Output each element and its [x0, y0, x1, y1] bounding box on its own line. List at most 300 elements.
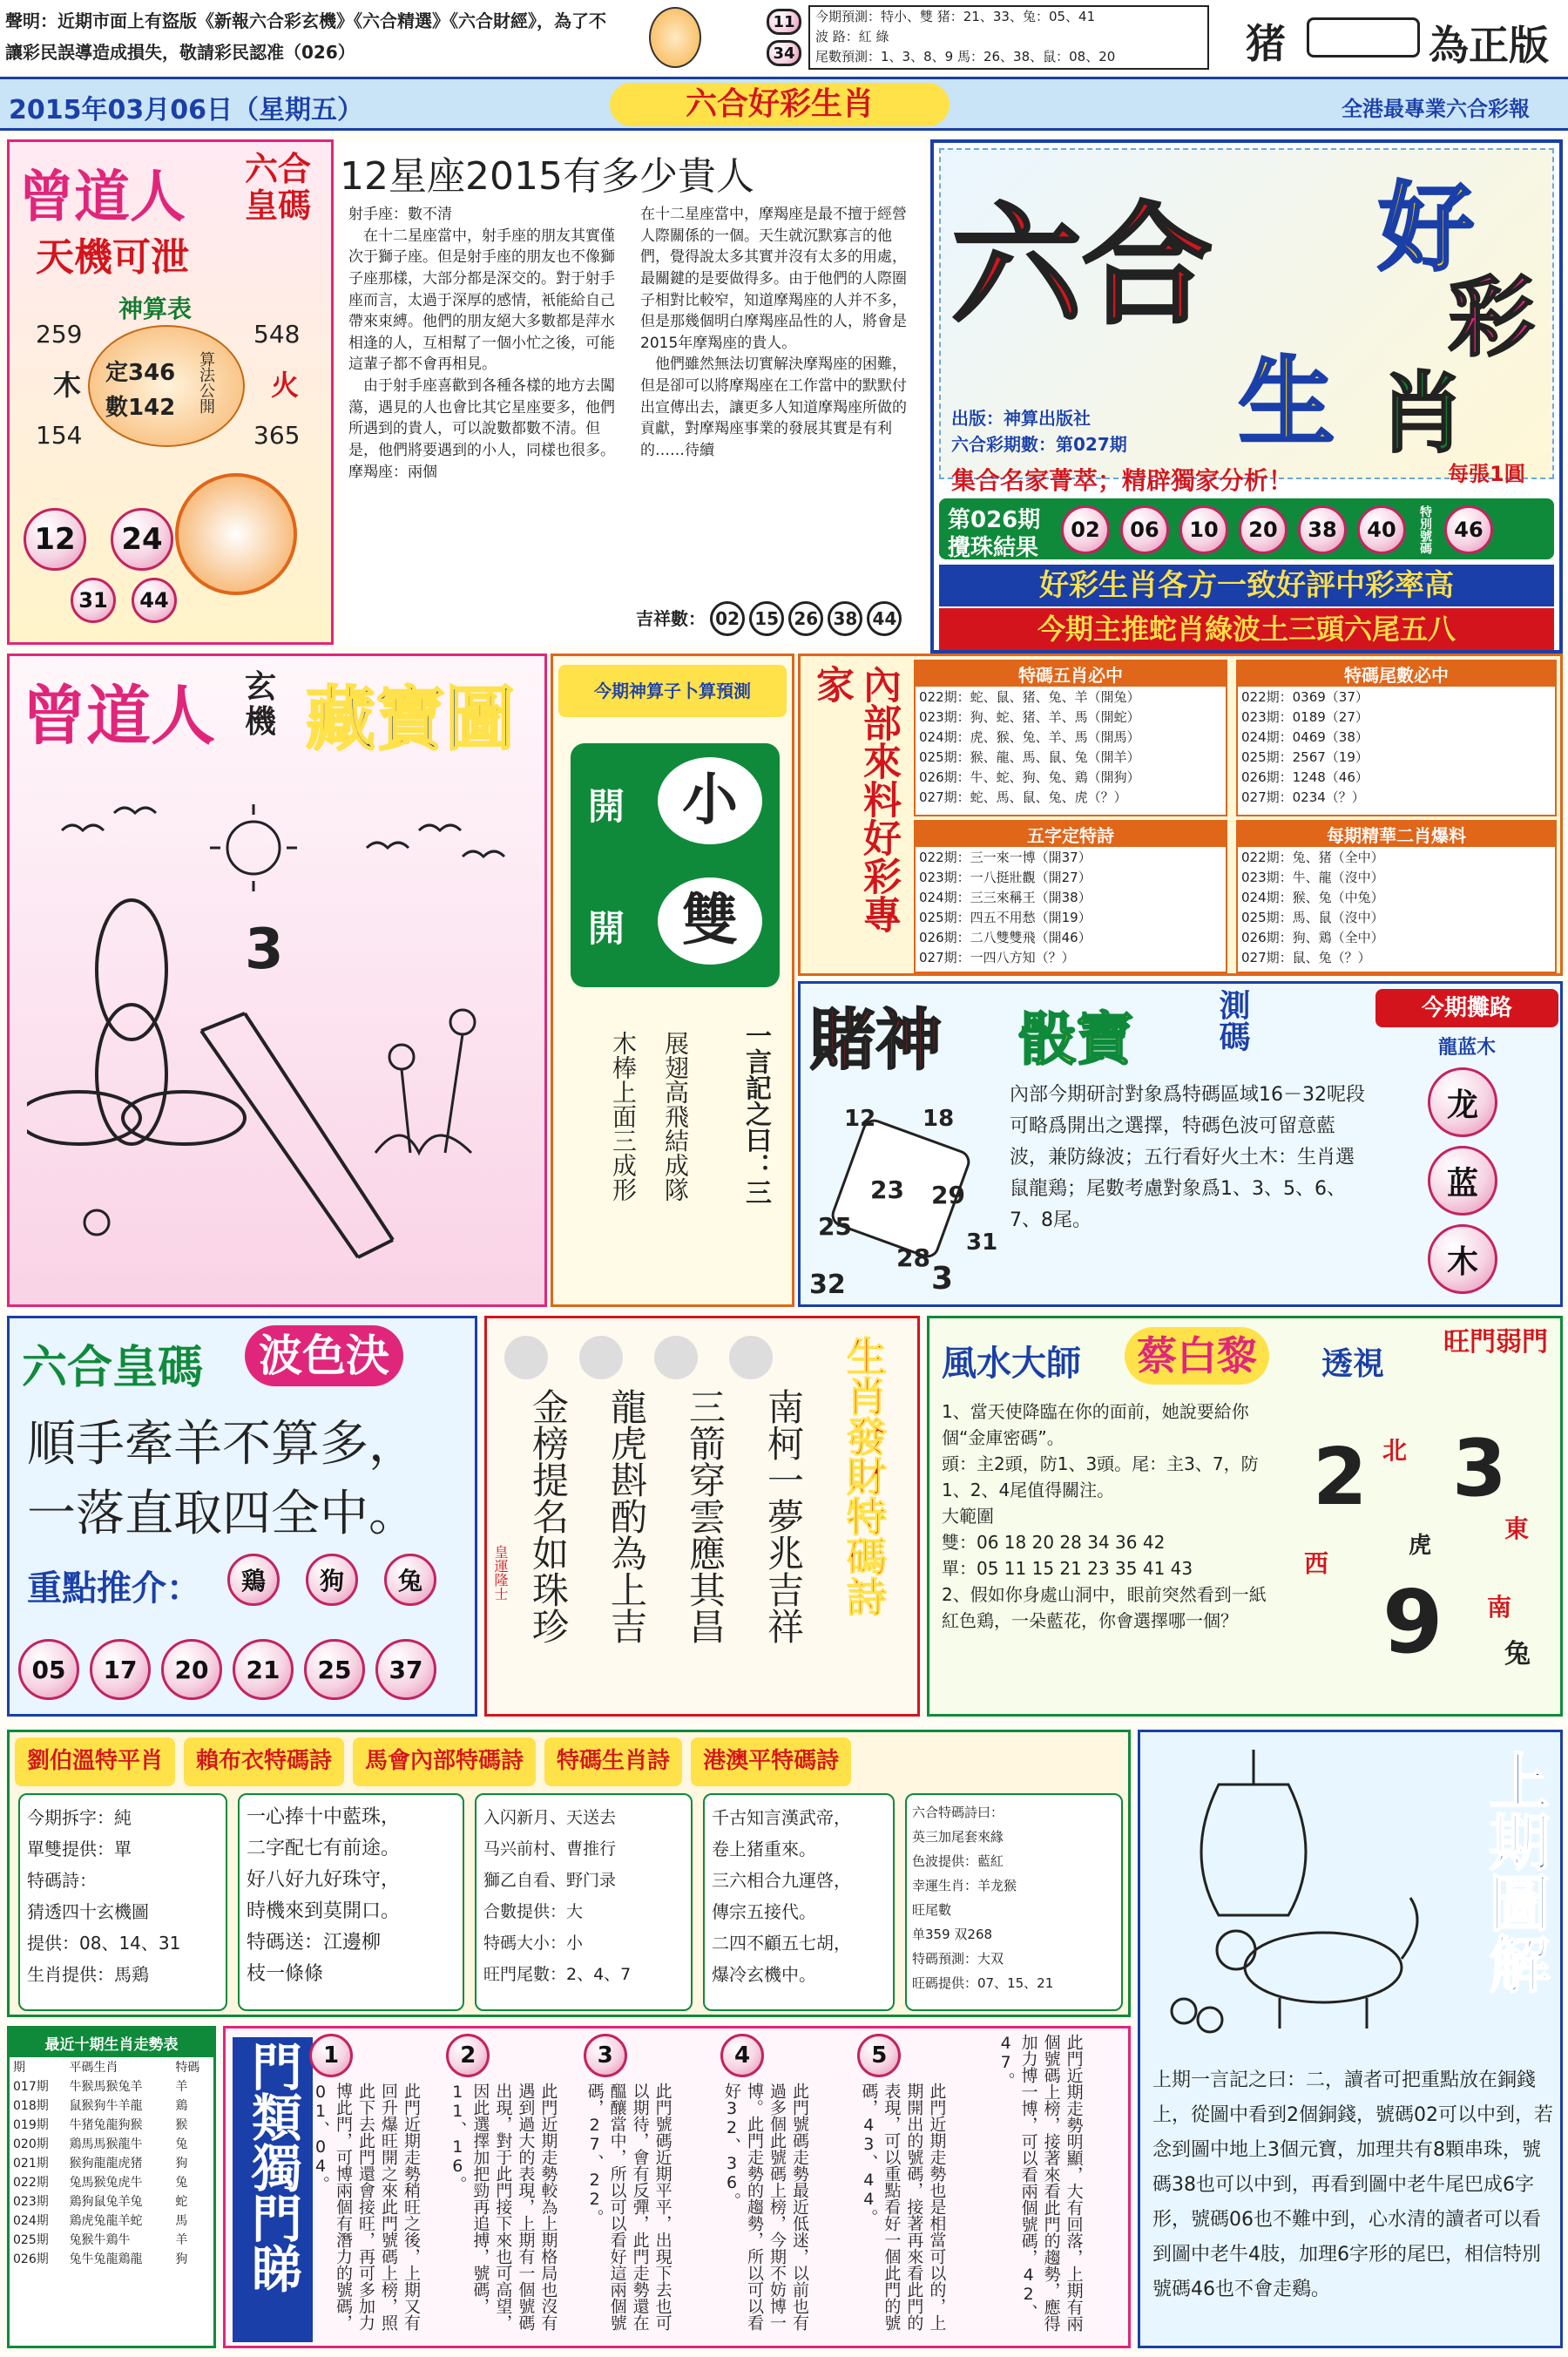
dice-text: 內部今期研討對象爲特碼區域16－32呢段可略爲開出之選擇，特碼色波可留意藍波，兼防綠波；五行看好火土木：生肖選鼠龍鶏；尾數考慮對象爲1、3、5、6、7、8尾。	[1010, 1084, 1365, 1231]
dice-title1: 賭神	[809, 1001, 942, 1079]
table4-row: 026期：狗、鶏（全中）	[1241, 930, 1384, 945]
result-ball: 02	[1061, 505, 1110, 554]
trend-head	[10, 2057, 213, 2076]
stick-figure-icon	[27, 900, 393, 1257]
center-b: 數142	[105, 395, 176, 421]
period: 017期	[13, 2080, 49, 2094]
tiandao-brand: 曾道人	[18, 166, 186, 230]
compass-dir: 東	[1504, 1514, 1530, 1543]
treasure-panel	[7, 654, 547, 1307]
tab-poem2: 賴布衣特碼詩	[184, 1737, 344, 1786]
cover-panel	[930, 139, 1563, 654]
table1-row: 027期：蛇、馬、鼠、兔、虎（？）	[919, 789, 1127, 805]
menlei-text: 此門近期走勢明顯，大有回落，上期有兩個號碼上榜，接著來看此門的趨勢，應得加力博一博，可以看兩個號碼，42、47。	[996, 2034, 1084, 2332]
mascot-icon	[649, 7, 701, 68]
cover-big4: 生	[1239, 347, 1335, 458]
wave-title2: 波色決	[245, 1325, 403, 1386]
table4-row: 023期：牛、龍（沒中）	[1241, 870, 1384, 885]
ox-coin-drawing	[1149, 1750, 1445, 2037]
tab-poem3: 馬會內部特碼詩	[353, 1737, 536, 1786]
coin-icon	[175, 473, 297, 595]
tiandao-subtitle: 天機可泄	[36, 235, 189, 280]
table3-row: 024期：三三來稱王（開38）	[919, 890, 1092, 905]
special: 羊	[175, 2080, 188, 2094]
menlei-num: 5	[857, 2034, 901, 2077]
card1-line: 單雙提供：單	[27, 1839, 132, 1859]
card3-line: 特碼大小：小	[483, 1934, 584, 1953]
card1-line: 特碼詩：	[27, 1870, 97, 1891]
rec-label: 重點推介：	[27, 1568, 201, 1609]
period: 025期	[13, 2233, 49, 2247]
treasure-small: 玄機	[245, 669, 277, 740]
period: 022期	[13, 2176, 49, 2190]
poem-title: 一言記之曰：三	[740, 1022, 771, 1205]
zodiacs: 兔牛兔龍鶏龍	[69, 2252, 143, 2266]
trend-panel	[7, 2026, 216, 2348]
special: 羊	[175, 2233, 188, 2247]
table-row	[10, 2191, 213, 2211]
flower-icon	[84, 1010, 475, 1235]
cover-big5: 肖	[1378, 362, 1465, 464]
menlei-text: 此門近期走勢較為上期格局也沒有遇到過大的表現，上期有一個號碼出現，對于此門接下來也可高望，因此選擇加把勁再追搏，號碼，11、16。	[448, 2083, 558, 2331]
prediction-line: 波 路：紅 綠	[815, 29, 889, 44]
table-row	[10, 2153, 213, 2172]
result-ball: 20	[1239, 505, 1288, 554]
wave-panel	[7, 1316, 477, 1717]
dice-num: 12	[844, 1106, 876, 1132]
card3-line: 马兴前村、曹推行	[483, 1839, 617, 1859]
table3-row: 023期：一八挺壯觀（開27）	[919, 870, 1092, 885]
table1-row: 026期：牛、蛇、狗、兔、鶏（開狗）	[919, 769, 1140, 785]
card2-line: 一心捧十中藍珠，	[247, 1806, 401, 1828]
special: 狗	[175, 2252, 188, 2266]
card1-line: 猜透四十玄機圖	[27, 1901, 149, 1922]
table-row	[10, 2096, 213, 2115]
menlei-col	[720, 2034, 850, 2344]
table2-row: 026期：1248（46）	[1241, 769, 1369, 785]
lucky-ball: 15	[749, 601, 784, 636]
article-title: 12星座2015有多少貴人	[340, 154, 754, 199]
treasure-brand: 曾道人	[22, 679, 215, 754]
right-mid-element: 火	[271, 369, 300, 402]
rabbit-icon	[504, 1336, 548, 1379]
cover-slogan: 集合名家菁萃；精辟獨家分析！	[951, 466, 1294, 495]
card3-line: 合數提供：大	[483, 1902, 584, 1921]
poem-side: 生肖發財特碼詩	[841, 1336, 888, 1616]
prediction-line: 尾數預測：1、3、8、9 馬：26、38、鼠：08、20	[815, 49, 1116, 64]
menlei-col	[446, 2034, 576, 2344]
special: 蛇	[175, 2195, 188, 2209]
result-label-a: 第026期	[948, 507, 1041, 533]
table-row	[10, 2134, 213, 2153]
trend-head-cell: 期	[13, 2061, 25, 2075]
ball: 24	[111, 508, 173, 571]
menlei-panel	[223, 2026, 1131, 2348]
table4-row: 022期：兔、猪（全中）	[1241, 850, 1384, 865]
poem-col: 龍虎斟酌為上吉	[605, 1388, 648, 1644]
special: 鶏	[175, 2099, 188, 2113]
number-ball: 21	[233, 1639, 294, 1700]
card5-line: 旺碼提供：07、15、21	[912, 1975, 1054, 1991]
table3-header: 五字定特詩	[916, 822, 1226, 847]
card1-line: 提供：08、14、31	[27, 1933, 181, 1954]
center-c: 算法公開	[197, 351, 215, 414]
lastpic-text: 上期一言記之曰：二，讀者可把重點放在銅錢上，從圖中看到2個銅錢，號碼02可以中到，若念到圖中地上3個元寶，加理共有8顆串珠，號碼38也可以中到，再看到圖中老牛尾巴成6字形，號碼06也不難中到，心水清的讀者可以看到圖中老牛4肢，加理6字形的尾巴，相信特別號碼46也不會走鷄。	[1152, 2069, 1553, 2300]
zodiac-icons	[504, 1336, 818, 1379]
cover-publisher: 出版：神算出版社	[951, 408, 1091, 429]
coin-pile-icon	[1172, 1999, 1222, 2032]
center-a: 定346	[105, 360, 176, 386]
zodiac-ball: 兔	[384, 1554, 436, 1606]
special-label: 特別號碼	[1418, 505, 1432, 554]
tab-poem1: 劉伯溫特平肖	[15, 1737, 175, 1786]
left-mid-element: 木	[53, 369, 82, 402]
lucky-ball: 44	[867, 601, 902, 636]
shensuan-title: 神算表	[118, 295, 193, 323]
dice-title2: 骰寶	[1018, 1006, 1133, 1073]
zodiac-ball: 鶏	[227, 1554, 280, 1606]
card4-line: 三六相合九運啓，	[712, 1870, 851, 1891]
table-row	[10, 2172, 213, 2191]
fengshui-title3: 透視	[1321, 1346, 1385, 1382]
poem-sign: 皇運隆士	[492, 1545, 509, 1601]
table3-row: 022期：三一來一博（開37）	[919, 850, 1092, 865]
poem-col: 南柯一夢兆吉祥	[762, 1388, 805, 1644]
period: 026期	[13, 2252, 49, 2266]
poem-card5	[905, 1793, 1123, 2011]
dice-num: 29	[931, 1181, 965, 1209]
result-row	[939, 498, 1554, 559]
table2-header: 特碼尾數必中	[1238, 661, 1555, 687]
table1-header: 特碼五肖必中	[916, 661, 1226, 687]
poems-row	[7, 1730, 1131, 2017]
menlei-side: 門類獨門睇	[233, 2037, 313, 2342]
result-ball: 40	[1357, 505, 1406, 554]
special: 兔	[175, 2176, 188, 2190]
road-title: 今期攤路	[1375, 989, 1558, 1027]
card3-line: 獅乙自看、野门录	[483, 1871, 617, 1890]
number-ball: 20	[161, 1639, 222, 1700]
treasure-title: 藏寶圖	[306, 679, 515, 760]
dateline-bar	[0, 77, 1568, 131]
shensuan-title: 今期神算子卜算預測	[558, 665, 787, 717]
fengshui-corner: 旺門弱門	[1443, 1327, 1548, 1358]
cover-banner1: 好彩生肖各方一致好評中彩率高	[939, 565, 1554, 606]
table1-row: 023期：狗、蛇、猪、羊、馬（開蛇）	[919, 709, 1140, 725]
table2-row: 025期：2567（19）	[1241, 749, 1369, 765]
dice-num: 18	[923, 1106, 955, 1132]
compass-num: 3	[1452, 1423, 1507, 1514]
zodiacs: 鼠猴狗牛羊龍	[69, 2099, 143, 2113]
result-ball: 10	[1179, 505, 1228, 554]
trend-table	[10, 2057, 213, 2268]
card5-line: 六合特碼詩曰：	[912, 1805, 1004, 1820]
tiandao-panel	[7, 139, 334, 645]
rooster-icon	[729, 1336, 773, 1379]
result-ball: 38	[1298, 505, 1347, 554]
table4-row: 027期：鼠、兔（？）	[1241, 950, 1371, 965]
zodiacs: 鶏虎兔龍羊蛇	[69, 2214, 143, 2228]
row2-value: 雙	[658, 877, 762, 965]
zodiacs: 兔猴牛鶏牛	[69, 2233, 131, 2247]
table-row	[10, 2115, 213, 2134]
wave-numbers	[18, 1639, 471, 1700]
right-top-num: 548	[253, 320, 301, 349]
wave-line1: 順手牽羊不算多，	[27, 1416, 417, 1473]
table3-row: 026期：二八雙雙飛（開46）	[919, 930, 1092, 945]
menlei-text: 此門近期走勢也是相當可以的，上期開出的號碼，接著再來看此門的表現，可以重點看好一個此門的號碼，43、44。	[859, 2083, 947, 2331]
top-strip	[0, 0, 1568, 75]
ball: 44	[132, 578, 177, 623]
lastpic-title: 上期圖解	[1479, 1750, 1551, 1994]
card2-line: 二字配七有前途。	[247, 1838, 401, 1859]
zodiacs: 牛猴馬猴兔羊	[69, 2080, 143, 2094]
prediction-line: 今期預測：特小、雙 猪：21、33、兔：05、41	[815, 9, 1096, 24]
table-row	[10, 2076, 213, 2096]
period: 023期	[13, 2195, 49, 2209]
monkey-icon	[654, 1336, 698, 1379]
slogan-right: 全港最專業六合彩報	[1342, 97, 1530, 121]
zodiacs: 牛猪兔龍狗猴	[69, 2118, 143, 2132]
insider-side: 內部來料好彩專家	[809, 665, 901, 933]
lucky-ball: 38	[828, 601, 862, 636]
lucky-label: 吉祥數：	[636, 608, 706, 629]
road-item: 木	[1428, 1224, 1497, 1294]
menlei-cols	[309, 2034, 1125, 2344]
compass-num: 2	[1313, 1432, 1368, 1523]
table-row	[10, 2249, 213, 2268]
road-item: 龙	[1428, 1067, 1497, 1137]
table2-row: 023期：0189（27）	[1241, 709, 1369, 725]
card4-line: 卷上猪重來。	[712, 1839, 816, 1859]
compass-num: 9	[1382, 1571, 1443, 1673]
menlei-num: 1	[309, 2034, 353, 2077]
cover-big1: 六合	[951, 191, 1213, 342]
shensuan-table	[36, 290, 306, 464]
fengshui-panel	[927, 1316, 1563, 1717]
row1-label: 開	[588, 785, 625, 828]
card5-line: 特碼預測：大双	[912, 1951, 1004, 1967]
wave-title1: 六合皇碼	[22, 1342, 204, 1394]
menlei-num: 2	[446, 2034, 490, 2077]
poem-card3	[475, 1793, 693, 2011]
table-row	[10, 2211, 213, 2230]
poem-card1	[18, 1793, 227, 2011]
trend-head-cell: 平碼生肖	[69, 2061, 118, 2075]
table1-row: 025期：猴、龍、馬、鼠、兔（開羊）	[919, 749, 1140, 765]
poem-line2: 木棒上面三成形	[609, 1031, 638, 1202]
table2-row: 022期：0369（37）	[1241, 689, 1369, 705]
insider-table3	[914, 820, 1227, 973]
genuine-label: 為正版	[1429, 22, 1549, 69]
trend-title: 最近十期生肖走勢表	[10, 2029, 213, 2057]
fengshui-title1: 風水大師	[942, 1344, 1081, 1384]
ball: 31	[71, 578, 116, 623]
special: 兔	[175, 2137, 188, 2151]
card5-line: 单359 双268	[912, 1927, 993, 1942]
table3-row: 025期：四五不用愁（開19）	[919, 910, 1092, 925]
period: 024期	[13, 2214, 49, 2228]
dragon-icon	[579, 1336, 623, 1379]
prediction-box	[808, 5, 1209, 70]
table3-row: 027期：一四八方知（？）	[919, 950, 1075, 965]
article-panel	[340, 139, 923, 645]
card4-line: 二四不顧五七胡，	[712, 1933, 851, 1954]
result-ball: 06	[1120, 505, 1169, 554]
left-top-num: 259	[36, 320, 83, 349]
dice-num: 28	[896, 1243, 930, 1272]
road-sub: 龍蓝木	[1437, 1037, 1496, 1059]
card2-line: 時機來到莫開口。	[247, 1900, 401, 1922]
center-disc	[88, 325, 245, 447]
dice-num: 32	[809, 1270, 846, 1300]
compass-icon	[1295, 1414, 1548, 1684]
special: 狗	[175, 2157, 188, 2171]
insider-table1	[914, 660, 1227, 816]
table2-row: 024期：0469（38）	[1241, 729, 1369, 745]
zodiacs: 鶏狗鼠兔羊兔	[69, 2195, 143, 2209]
row1-value: 小	[658, 757, 762, 844]
special-ball: 46	[1444, 505, 1493, 554]
dice-num: 25	[818, 1212, 852, 1241]
table1-row: 022期：蛇、鼠、猪、兔、羊（開兔）	[919, 689, 1140, 705]
menlei-text: 此門近期走勢稍旺之後，上期又有回升爆旺開之來此門號碼上榜，照此下去此門還會接旺，再可多加力博此門，可博兩個有潛力的號碼，01、04。	[311, 2083, 421, 2331]
special: 馬	[175, 2214, 188, 2228]
card5-line: 色波提供：藍紅	[912, 1853, 1004, 1869]
stamp-mark	[1307, 17, 1420, 58]
row2-label: 開	[588, 907, 625, 950]
period: 018期	[13, 2099, 49, 2113]
road-item: 蓝	[1428, 1146, 1497, 1216]
bird-icon	[62, 808, 504, 857]
table-row	[10, 2230, 213, 2249]
menlei-col	[995, 2034, 1125, 2344]
zodiacs: 猴狗龍龍虎猪	[69, 2157, 143, 2171]
poem-col: 金榜提名如珠珍	[527, 1388, 570, 1644]
dice-num: 31	[966, 1229, 998, 1256]
article-col2: 在十二星座當中，摩羯座是最不擅于經營人際關係的一個。天生就沉默寡言的他們，覺得說太多其實并沒有太多的用處，最關鍵的是要做得多。由于他們的人際圈子相對比較窄，知道摩羯座的人并不多，但是那幾個明白摩羯座品性的人，將會是2015年摩羯座的貴人。 他們雖然無法切實解決摩羯座的困難，但是卻可以將摩羯座在工作當中的默默付出宣傳出去，讓更多人知道摩羯座所做的貢獻，對摩羯座事業的發展其實是有利的……待續	[640, 206, 907, 460]
table2-row: 027期：0234（？）	[1241, 789, 1365, 805]
menlei-text: 此門號碼近期平平，出現下去也可以期待，會有反彈，此門走勢還在醞釀當中，所以可以看好這兩個號碼，27、22。	[585, 2083, 672, 2331]
card5-line: 幸運生肖：羊龙猴	[912, 1878, 1017, 1893]
fengshui-title2: 蔡白黎	[1125, 1327, 1269, 1385]
prediction-card	[571, 743, 780, 987]
section-title: 六合好彩生肖	[610, 83, 950, 126]
card2-line: 特碼送：江邊柳	[247, 1932, 382, 1954]
zodiacs: 兔馬猴兔虎牛	[69, 2176, 143, 2190]
compass-dir: 北	[1382, 1436, 1408, 1465]
sun-icon	[210, 804, 297, 891]
compass-center: 虎	[1409, 1533, 1432, 1559]
card2-line: 好八好九好珠守，	[247, 1869, 401, 1891]
wave-line2: 一落直取四全中。	[27, 1486, 417, 1542]
compass-dir: 西	[1304, 1549, 1329, 1578]
shensuan-panel	[551, 654, 794, 1307]
cover-banner2: 今期主推蛇肖綠波土三頭六尾五八	[939, 608, 1554, 650]
insider-table2	[1236, 660, 1557, 816]
cover-big2: 好	[1378, 173, 1474, 284]
period: 019期	[13, 2118, 49, 2132]
zodiacs: 鶏馬馬猴龍牛	[69, 2137, 143, 2151]
table4-row: 024期：猴、兔（中兔）	[1241, 890, 1384, 905]
number-ball: 25	[304, 1639, 365, 1700]
cover-price: 每張1圓	[1448, 462, 1525, 486]
badge-b: 34	[767, 40, 801, 66]
result-label-b: 攪珠結果	[948, 535, 1039, 561]
menlei-col	[857, 2034, 987, 2344]
lastpic-panel	[1138, 1730, 1563, 2348]
insider-panel	[798, 654, 1563, 976]
card4-line: 傳宗五接代。	[712, 1901, 816, 1922]
ball: 12	[24, 508, 86, 571]
card2-line: 枝一條條	[247, 1963, 324, 1985]
period: 020期	[13, 2137, 49, 2151]
article-col1: 射手座：數不清 在十二星座當中，射手座的朋友其實僅次于獅子座。但是射手座的朋友也不像獅子座那樣，大部分都是深交的。對于射手座而言，太過于深厚的感情，衹能給自己帶來束縛。他們的朋友絕大多數都是萍水相逢的人，互相幫了一個小忙之後，可能這輩子都不會再相見。 由于射手座喜歡到各種各樣的地方去闖蕩，遇見的人也會比其它星座要多，他們所遇到的貴人，可以說數都數不清。但是，他們將要遇到的小人，同樣也很多。 摩羯座：兩個	[348, 206, 615, 481]
trend-head-cell: 特碼	[175, 2061, 200, 2075]
tab-poem5: 港澳平特碼詩	[691, 1737, 851, 1786]
poem-line1: 展翅高飛結成隊	[661, 1031, 690, 1202]
treasure-number: 3	[245, 918, 284, 982]
zodiac-ball: 狗	[306, 1554, 358, 1606]
dice-num: 3	[931, 1261, 954, 1297]
poem-col: 三箭穿雲應其昌	[684, 1388, 727, 1644]
card4-line: 千古知言漢武帝，	[712, 1807, 851, 1828]
lucky-ball: 02	[710, 601, 745, 636]
card1-line: 今期拆字：純	[27, 1807, 132, 1828]
badge-a: 11	[767, 9, 801, 35]
ox-icon	[1217, 1898, 1417, 2029]
lucky-ball: 26	[788, 601, 823, 636]
menlei-num: 3	[584, 2034, 627, 2077]
notice-text: 聲明：近期市面上有盜版《新報六合彩玄機》《六合精選》《六合財經》，為了不讓彩民誤導造成損失，敬請彩民認准（026）	[5, 10, 606, 63]
date-text: 2015年03月06日（星期五）	[9, 95, 363, 125]
card4-line: 爆冷玄機中。	[712, 1964, 816, 1985]
menlei-num: 4	[720, 2034, 764, 2077]
pig-label: 猪	[1246, 20, 1286, 67]
compass-dir: 南	[1487, 1593, 1512, 1622]
menlei-col	[584, 2034, 713, 2344]
special: 猴	[175, 2118, 188, 2132]
left-bot-num: 154	[36, 421, 83, 450]
poem-tabs	[15, 1737, 1126, 1786]
dice-num: 23	[870, 1175, 904, 1204]
poem-card2	[238, 1793, 464, 2011]
compass-side: 兔	[1504, 1639, 1531, 1670]
number-ball: 37	[375, 1639, 436, 1700]
card5-line: 英三加尾套來緣	[912, 1829, 1004, 1845]
table1-row: 024期：虎、猴、兔、羊、馬（開馬）	[919, 729, 1140, 745]
card5-line: 旺尾數	[912, 1902, 952, 1918]
tab-poem4: 特碼生肖詩	[544, 1737, 682, 1786]
number-ball: 17	[90, 1639, 151, 1700]
right-bot-num: 365	[253, 421, 301, 450]
poem-card4	[703, 1793, 895, 2011]
insider-table4	[1236, 820, 1557, 973]
cover-big3: 彩	[1448, 267, 1535, 369]
fengshui-body: 1、當天使降臨在你的面前，她說要給你個“金庫密碼”。 頭：主2頭，防1、3頭。尾：主3、7，防1、2、4尾值得關注。 大範圍 雙：06 18 20 28 34 36 42 單：05 11 15 21 23 35 41 43 2、假如你身處山洞中，眼前突然看到一紙紅色鶏，一朵藍花，你會選擇哪一個？	[942, 1401, 1267, 1631]
result-balls	[1061, 505, 1549, 554]
card3-line: 入闪新月、天送去	[483, 1808, 617, 1827]
menlei-col	[309, 2034, 439, 2344]
treasure-drawing	[27, 769, 532, 1292]
dice-title3: 測碼	[1214, 989, 1250, 1052]
table4-header: 每期精華二肖爆料	[1238, 822, 1555, 847]
tiandao-side-title: 六合皇碼	[245, 150, 312, 225]
table4-row: 025期：馬、鼠（沒中）	[1241, 910, 1384, 925]
fortune-poem-panel	[484, 1316, 920, 1717]
menlei-text: 此門號碼走勢最近低迷，以前也有過多個此號碼上榜，今期不妨博一博。此門走勢的趨勢，所以可以看好32、36。	[721, 2083, 809, 2331]
cover-issue: 六合彩期數：第027期	[951, 434, 1127, 455]
